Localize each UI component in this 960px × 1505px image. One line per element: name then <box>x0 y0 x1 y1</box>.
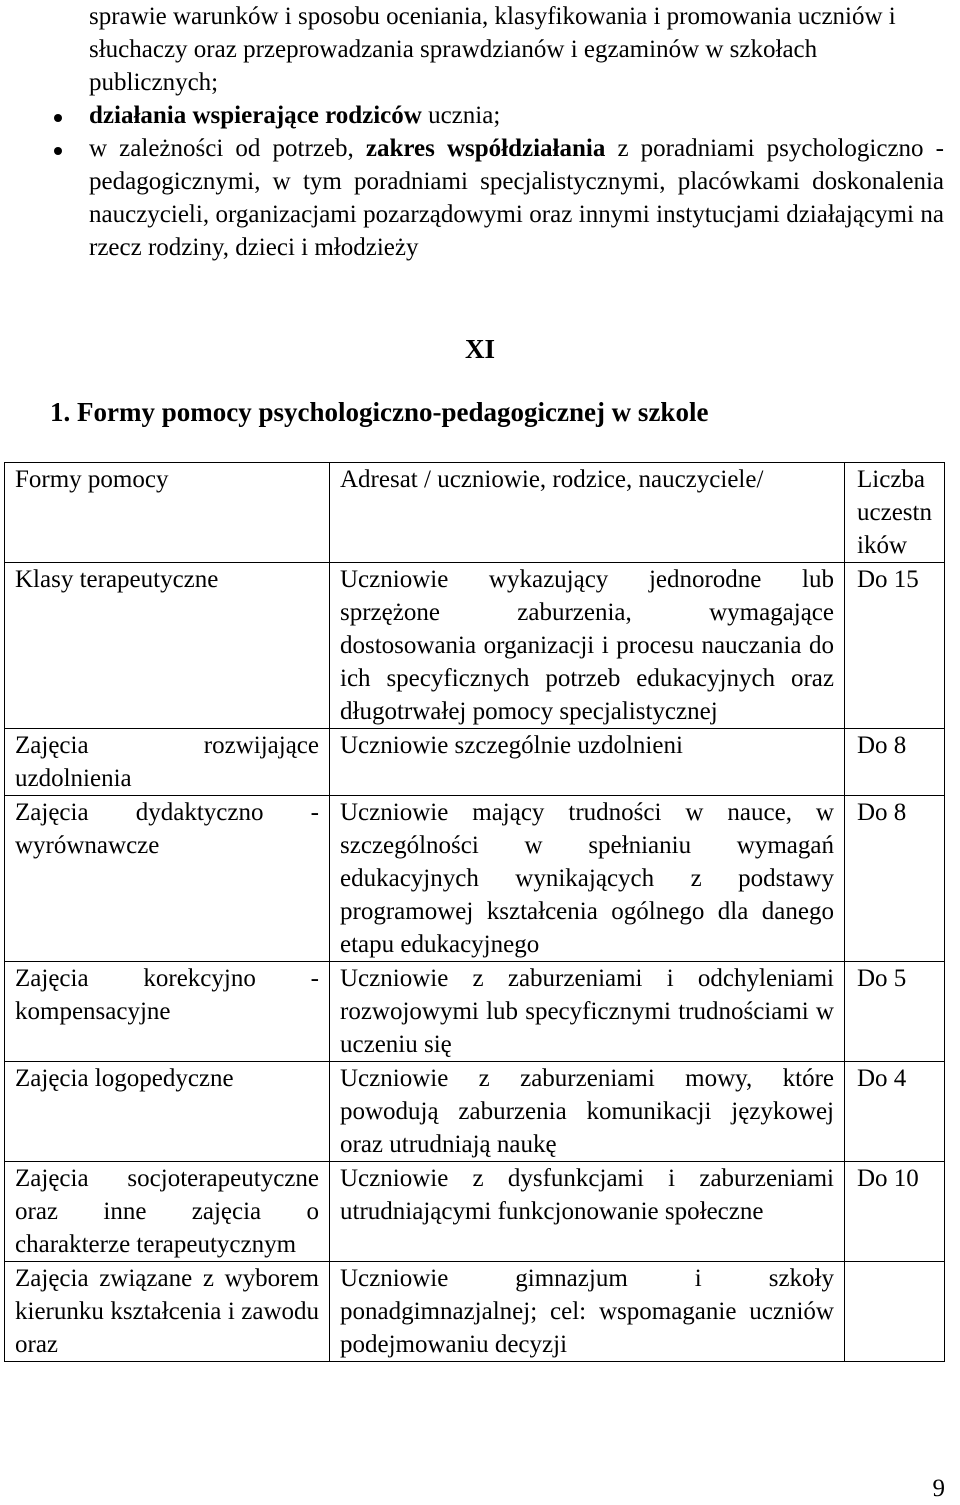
table-row <box>5 1262 945 1362</box>
bullet-text: z poradniami psychologiczno - pedagogicznymi, w tym poradniami specjalistycznymi, placówkami doskonalenia nauczycieli, organizacjami pozarządowymi oraz innymi instytucjami działającymi na rzecz rodziny, dzieci i młodzieży <box>89 135 944 261</box>
count-cell: Do 10 <box>845 1162 945 1262</box>
table-row <box>5 729 945 796</box>
bullet-text: uczniа; <box>421 102 501 129</box>
form-cell: Zajęcia związane z wyborem kierunku kształcenia i zawodu oraz <box>5 1262 330 1362</box>
bullet-item <box>89 132 944 264</box>
form-cell: Zajęcia rozwijające uzdolnienia <box>5 729 330 796</box>
form-cell: Klasy terapeutyczne <box>5 563 330 729</box>
table-row <box>5 962 945 1062</box>
addressee-cell: Uczniowie z zaburzeniami i odchyleniami rozwojowymi lub specyficznymi trudnościami w uczeniu się <box>330 962 845 1062</box>
bullet-bold: działania wspierające rodziców <box>89 102 422 129</box>
bullet-icon <box>54 147 62 155</box>
count-cell: Do 5 <box>845 962 945 1062</box>
addressee-cell: Uczniowie gimnazjum i szkoły ponadgimnazjalnej; cel: wspomaganie uczniów podejmowaniu decyzji <box>330 1262 845 1362</box>
bullet-list <box>89 99 944 264</box>
addressee-cell: Uczniowie z zaburzeniami mowy, które powodują zaburzenia komunikacji językowej oraz utrudniają naukę <box>330 1062 845 1162</box>
table-row <box>5 1062 945 1162</box>
count-cell: Do 15 <box>845 563 945 729</box>
form-cell: Zajęcia dydaktyczno - wyrównawcze <box>5 796 330 962</box>
table-header-row <box>5 463 945 563</box>
header-cell: Adresat / uczniowie, rodzice, nauczyciele/ <box>330 463 845 563</box>
bullet-text: w zależności od potrzeb, <box>89 135 366 162</box>
header-cell: Formy pomocy <box>5 463 330 563</box>
count-cell: Do 4 <box>845 1062 945 1162</box>
bullet-bold: zakres współdziałania <box>365 135 606 162</box>
bullet-item <box>89 99 944 132</box>
bullet-icon <box>54 114 62 122</box>
addressee-cell: Uczniowie wykazujący jednorodne lub sprzężone zaburzenia, wymagające dostosowania organizacji i procesu nauczania do ich specyficznych potrzeb edukacyjnych oraz długotrwałej pomocy specjalistycznej <box>330 563 845 729</box>
section-title: 1. Formy pomocy psychologiczno-pedagogicznej w szkole <box>50 397 709 427</box>
page-number: 9 <box>932 1475 945 1502</box>
addressee-cell: Uczniowie z dysfunkcjami i zaburzeniami utrudniającymi funkcjonowanie społeczne <box>330 1162 845 1262</box>
table-row <box>5 563 945 729</box>
count-cell: Do 8 <box>845 796 945 962</box>
table-row <box>5 796 945 962</box>
intro-paragraph: sprawie warunków i sposobu oceniania, klasyfikowania i promowania uczniów i słuchaczy oraz przeprowadzania sprawdzianów i egzaminów w szkołach publicznych; <box>89 3 896 96</box>
table-row <box>5 1162 945 1262</box>
addressee-cell: Uczniowie szczególnie uzdolnieni <box>330 729 845 796</box>
addressee-cell: Uczniowie mający trudności w nauce, w szczególności w spełnianiu wymagań edukacyjnych wynikających z podstawy programowej kształcenia ogólnego dla danego etapu edukacyjnego <box>330 796 845 962</box>
count-cell: Do 8 <box>845 729 945 796</box>
header-cell: Liczba uczestn ików <box>845 463 945 563</box>
forms-table <box>4 462 945 1362</box>
form-cell: Zajęcia socjoterapeutyczne oraz inne zajęcia o charakterze terapeutycznym <box>5 1162 330 1262</box>
intro-text <box>89 0 944 264</box>
count-cell <box>845 1262 945 1362</box>
form-cell: Zajęcia korekcyjno - kompensacyjne <box>5 962 330 1062</box>
form-cell: Zajęcia logopedyczne <box>5 1062 330 1162</box>
section-number: XI <box>464 334 495 364</box>
